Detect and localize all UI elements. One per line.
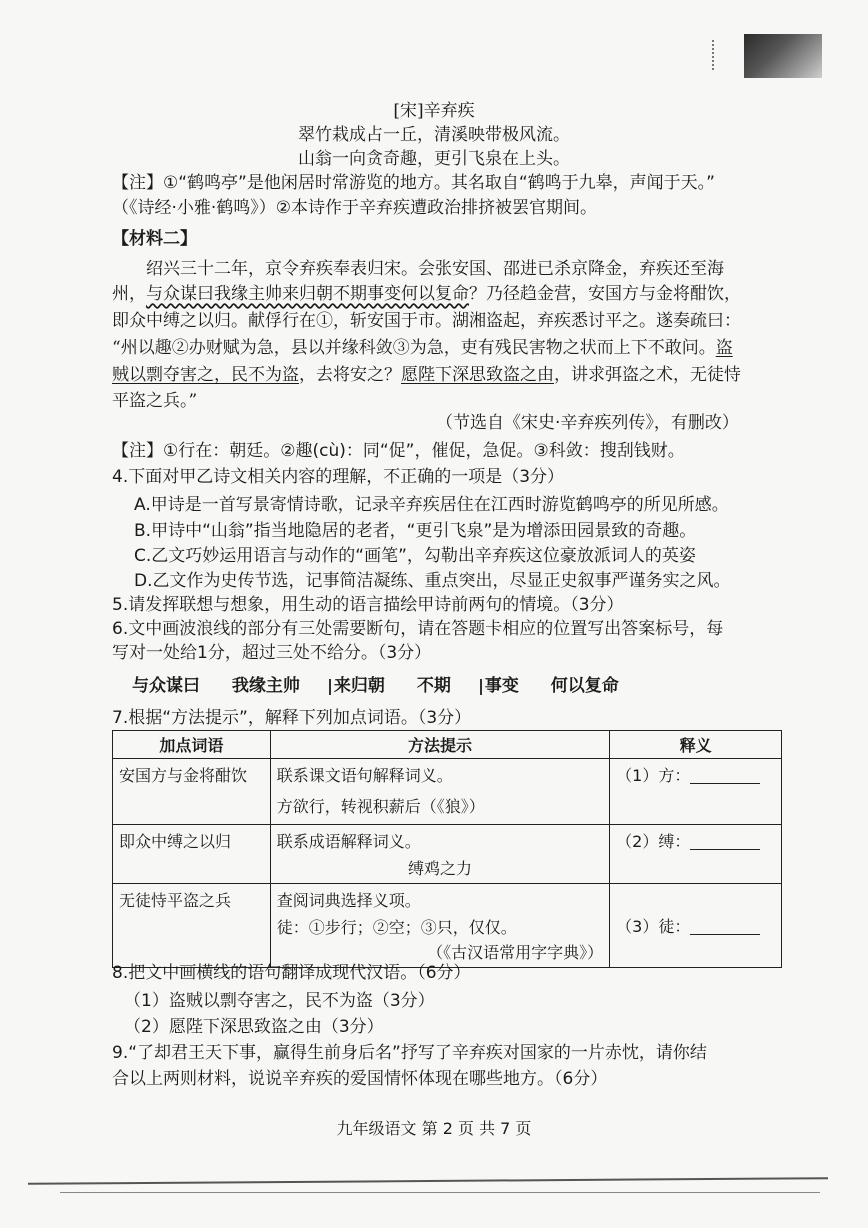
passage-text: ，讲求弭盗之术，无徒恃 [554,365,741,385]
segment: 来归朝 [333,676,385,696]
source-citation: （节选自《宋史·辛弃疾列传》，有删改） [436,413,739,433]
scan-edge-line [60,1192,820,1193]
note-line: 【注】①行在：朝廷。②趣(cù)：同“促”，催促，急促。③科敛：搜刮钱财。 [112,441,685,461]
hint-example: 缚鸡之力 [407,859,472,878]
question-8: 8.把文中画横线的语句翻译成现代汉语。（6分） [112,963,471,983]
segment: 何以复命 [550,676,619,696]
break-mark [480,679,482,695]
question-5: 5.请发挥联想与想象，用生动的语言描绘甲诗前两句的情境。（3分） [112,595,624,615]
break-mark [329,679,331,695]
section-heading: 【材料二】 [112,229,197,249]
passage-line [112,337,733,359]
hint-cell [270,825,609,884]
table-header: 释义 [610,731,782,759]
answer-blank[interactable] [690,920,760,935]
hint-example: 方欲行，转视积薪后（《狼》） [276,797,485,816]
page-footer: 九年级语文 第 2 页 共 7 页 [336,1119,532,1138]
segment: 我缘主帅 [231,676,300,696]
segment: 事变 [484,676,519,696]
passage-text: “州以趣②办财赋为急，县以并缘科敛③为急，吏有残民害物之状而上下不敢问。 [112,338,716,358]
segment: 与众谋曰 [132,676,200,696]
answer-label: （3）徒： [616,917,691,936]
hint-cell [270,884,609,968]
table-header: 方法提示 [270,731,609,759]
question-9-cont: 合以上两则材料，说说辛弃疾的爱国情怀体现在哪些地方。（6分） [112,1069,608,1089]
answer-blank[interactable] [690,769,760,784]
scan-mark [712,40,740,70]
passage-line [112,364,741,386]
phrase-cell: 安国方与金将酣饮 [113,759,271,825]
hint-text: 联系成语解释词义。 [276,832,421,851]
scan-corner-shadow [744,34,822,78]
passage-text: ，去将安之？ [299,365,401,385]
note-line: （《诗经·小雅·鹤鸣》）②本诗作于辛弃疾遭政治排挤被罢官期间。 [112,198,598,218]
table-row [113,825,782,884]
answer-label: （1）方： [616,766,691,785]
hint-text: 查阅词典选择义项。 [276,891,421,910]
passage-line: 平盗之兵。” [112,391,198,411]
answer-cell [610,884,782,968]
segment-row [132,675,619,697]
answer-cell [610,759,782,825]
answer-blank[interactable] [690,835,760,850]
question-8-item: （1）盗贼以剽夺害之，民不为盗（3分） [124,991,435,1011]
hint-source: （《古汉语常用字字典》） [427,943,604,962]
underlined-text: 贼以剽夺害之，民不为盗 [112,365,299,385]
scan-edge-line [28,1177,828,1185]
segment: 不期 [416,676,451,696]
phrase-cell: 即众中缚之以归 [113,825,271,884]
question-6-cont: 写对一处给1分，超过三处不给分。（3分） [112,643,432,663]
option-d: D.乙文作为史传节选，记事简洁凝练、重点突出，尽显正史叙事严谨务实之风。 [134,571,731,591]
note-line: 【注】①“鹤鸣亭”是他闲居时常游览的地方。其名取自“鹤鸣于九皋，声闻于天。” [112,173,715,193]
poem-line: 翠竹栽成占一丘，清溪映带极风流。 [298,125,570,145]
poem-author: [宋]辛弃疾 [393,101,475,121]
question-4: 4.下面对甲乙诗文相关内容的理解，不正确的一项是（3分） [112,467,565,487]
question-9: 9.“了却君王天下事，赢得生前身后名”抒写了辛弃疾对国家的一片赤忱，请你结 [112,1043,707,1063]
poem-line: 山翁一向贪奇趣，更引飞泉在上头。 [298,149,570,169]
passage-line: 即众中缚之以归。献俘行在①，斩安国于市。湖湘盗起，弃疾悉讨平之。遂奏疏曰： [112,311,741,331]
option-c: C.乙文巧妙运用语言与动作的“画笔”，勾勒出辛弃疾这位豪放派词人的英姿 [134,546,696,566]
passage-text: ？乃径趋金营，安国方与金将酣饮， [469,284,741,304]
wavy-underlined-text: 与众谋曰我缘主帅来归朝不期事变何以复命 [146,284,469,304]
passage-text: 州， [112,284,146,304]
passage-line [112,283,741,305]
passage-line: 绍兴三十二年，京令弃疾奉表归宋。会张安国、邵进已杀京降金，弃疾还至海 [146,259,724,279]
answer-cell [610,825,782,884]
answer-label: （2）缚： [616,832,691,851]
question-8-item: （2）愿陛下深思致盗之由（3分） [124,1017,384,1037]
option-b: B.甲诗中“山翁”指当地隐居的老者，“更引飞泉”是为增添田园景致的奇趣。 [134,521,697,541]
question-6: 6.文中画波浪线的部分有三处需要断句，请在答题卡相应的位置写出答案标号，每 [112,619,724,639]
question-7: 7.根据“方法提示”，解释下列加点词语。（3分） [112,708,472,728]
hint-cell [270,759,609,825]
hint-text: 联系课文语句解释词义。 [276,766,453,785]
method-table [112,730,782,968]
table-header-row [113,731,782,759]
phrase-cell: 无徒恃平盗之兵 [113,884,271,968]
table-row [113,884,782,968]
underlined-text: 愿陛下深思致盗之由 [401,365,554,385]
underlined-text: 盗 [715,338,733,358]
table-row [113,759,782,825]
option-a: A.甲诗是一首写景寄情诗歌，记录辛弃疾居住在江西时游览鹤鸣亭的所见所感。 [134,495,729,515]
table-header: 加点词语 [113,731,271,759]
hint-definitions: 徒：①步行；②空；③只，仅仅。 [276,918,517,937]
